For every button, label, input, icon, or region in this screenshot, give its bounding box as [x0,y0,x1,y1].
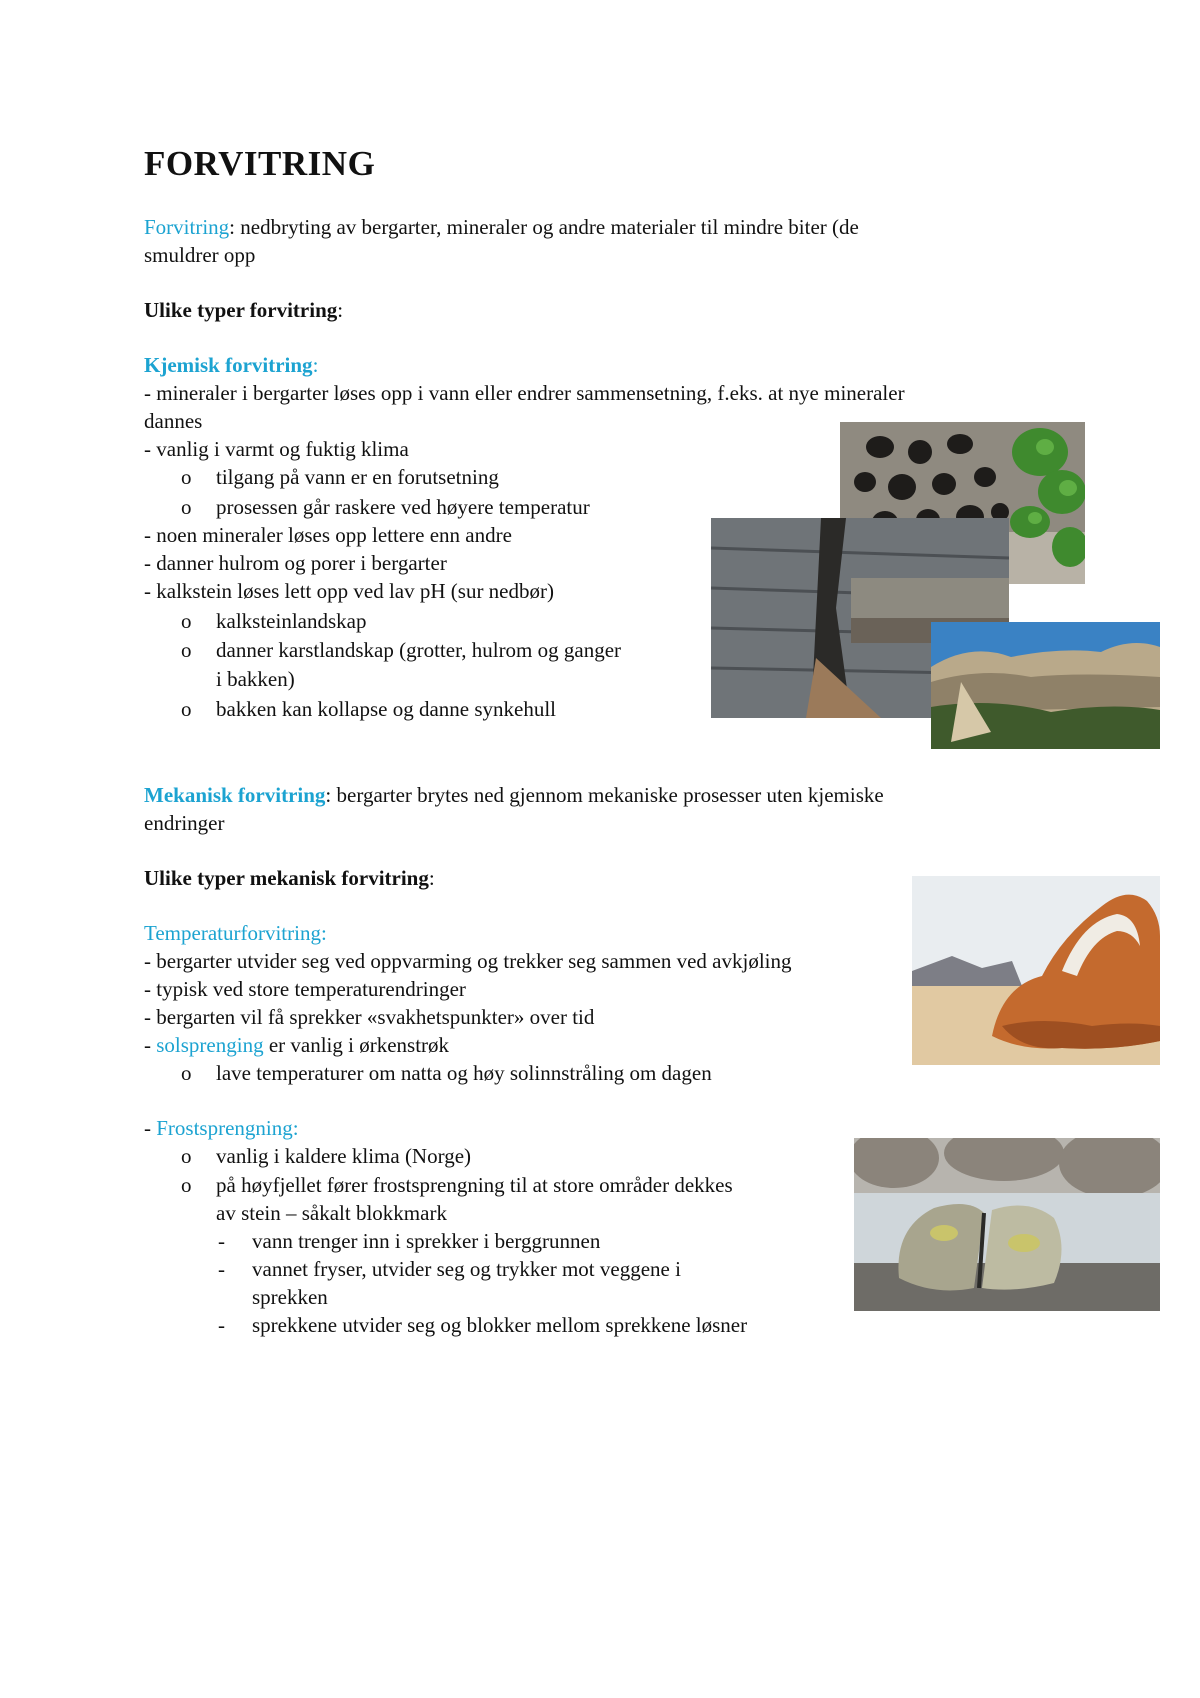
mek-types-heading: Ulike typer mekanisk forvitring: [144,866,435,890]
frost-dash1: vann trenger inn i sprekker i berggrunnen [252,1229,601,1253]
dash-marker: - [218,1257,225,1281]
frost-sub2b: av stein – såkalt blokkmark [216,1201,447,1225]
kjemisk-line4: - danner hulrom og porer i bergarter [144,551,447,575]
kjemisk-sub4a: danner karstlandskap (grotter, hulrom og ganger [216,638,622,662]
temperatur-line1: - bergarter utvider seg ved oppvarming og trekker seg sammen ved avkjøling [144,949,792,973]
kjemisk-line1b: dannes [144,409,203,433]
kjemisk-heading: Kjemisk forvitring: [144,353,319,377]
dash-marker: - [218,1229,225,1253]
bullet-marker: o [181,609,192,633]
temperatur-line3: - bergarten vil få sprekker «svakhetspunkter» over tid [144,1005,595,1029]
bullet-marker: o [181,697,192,721]
frost-sub2a: på høyfjellet fører frostsprengning til at store områder dekkes [216,1173,733,1197]
mekanisk-definition-line2: endringer [144,811,225,835]
bullet-marker: o [181,465,192,489]
kjemisk-line3: - noen mineraler løses opp lettere enn andre [144,523,512,547]
intro-definition-line2: smuldrer opp [144,243,256,267]
bullet-marker: o [181,1144,192,1168]
frost-sub1: vanlig i kaldere klima (Norge) [216,1144,472,1168]
temperatur-sub1: lave temperaturer om natta og høy solinnstråling om dagen [216,1061,712,1085]
frost-dash2a: vannet fryser, utvider seg og trykker mot veggene i [252,1257,681,1281]
intro-term: Forvitring [144,215,230,239]
frost-heading: - Frostsprengning: [144,1116,299,1140]
desert-arch-photo [912,876,1160,1065]
kjemisk-sub3: kalksteinlandskap [216,609,367,633]
frost-split-boulder-photo [854,1138,1160,1311]
bullet-marker: o [181,1061,192,1085]
kjemisk-line2: - vanlig i varmt og fuktig klima [144,437,409,461]
dash-marker: - [218,1313,225,1337]
karst-landscape-photo [931,622,1160,749]
page-title: FORVITRING [144,144,376,183]
kjemisk-sub4b: i bakken) [216,667,295,691]
kjemisk-sub5: bakken kan kollapse og danne synkehull [216,697,556,721]
mekanisk-definition-line1: Mekanisk forvitring: bergarter brytes ned gjennom mekaniske prosesser uten kjemiske [144,783,884,807]
temperatur-heading: Temperaturforvitring: [144,921,327,945]
frost-dash3: sprekkene utvider seg og blokker mellom sprekkene løsner [252,1313,748,1337]
kjemisk-sub2: prosessen går raskere ved høyere temperatur [216,495,590,519]
temperatur-line2: - typisk ved store temperaturendringer [144,977,466,1001]
types-heading: Ulike typer forvitring: [144,298,344,322]
bullet-marker: o [181,1173,192,1197]
temperatur-line4: - solsprenging er vanlig i ørkenstrøk [144,1033,450,1057]
bullet-marker: o [181,638,192,662]
kjemisk-line5: - kalkstein løses lett opp ved lav pH (sur nedbør) [144,579,554,603]
bullet-marker: o [181,495,192,519]
kjemisk-sub1: tilgang på vann er en forutsetning [216,465,499,489]
intro-definition-line1: Forvitring: nedbryting av bergarter, mineraler og andre materialer til mindre biter (de [144,215,859,239]
frost-dash2b: sprekken [252,1285,328,1309]
kjemisk-line1: - mineraler i bergarter løses opp i vann eller endrer sammensetning, f.eks. at nye mineraler [144,381,905,405]
